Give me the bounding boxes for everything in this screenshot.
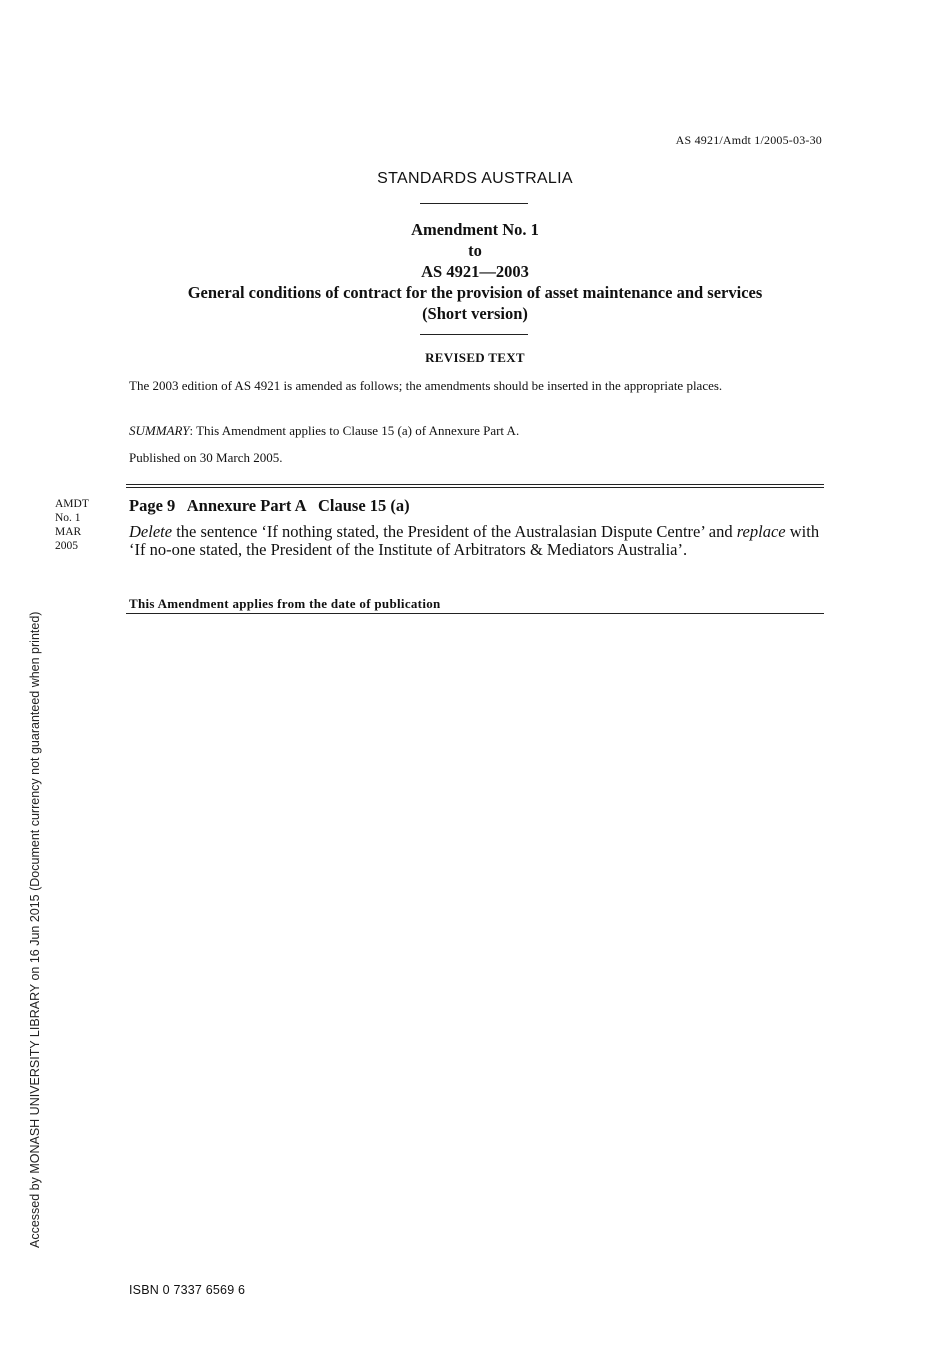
margin-note-line: MAR — [55, 526, 82, 538]
clause-heading: Page 9 Annexure Part A Clause 15 (a) — [129, 496, 410, 515]
margin-note-line: AMDT — [55, 498, 89, 510]
applies-from-note: This Amendment applies from the date of publication — [129, 596, 441, 611]
amendment-number: Amendment No. 1 — [411, 220, 539, 239]
summary-paragraph — [129, 422, 822, 439]
standard-title: General conditions of contract for the provision of asset maintenance and services — [187, 283, 763, 302]
standard-subtitle: (Short version) — [422, 304, 528, 323]
document-reference: AS 4921/Amdt 1/2005-03-30 — [675, 133, 822, 147]
section-double-rule — [126, 484, 824, 488]
amendment-title — [0, 219, 950, 324]
access-watermark: Accessed by MONASH UNIVERSITY LIBRARY on 16 Jun 2015 (Document currency not guaranteed when printed) — [28, 611, 42, 1248]
amendment-intro: The 2003 edition of AS 4921 is amended as follows; the amendments should be inserted in the appropriate places. — [129, 378, 723, 393]
published-date: Published on 30 March 2005. — [129, 450, 283, 465]
organization-name: STANDARDS AUSTRALIA — [377, 170, 573, 187]
summary-text: : This Amendment applies to Clause 15 (a) of Annexure Part A. — [189, 423, 520, 438]
amendment-margin-note — [55, 497, 89, 553]
margin-note-line: 2005 — [55, 540, 78, 552]
margin-note-line: No. 1 — [55, 512, 81, 524]
standard-number: AS 4921—2003 — [421, 262, 529, 281]
isbn-number: ISBN 0 7337 6569 6 — [129, 1283, 246, 1297]
replace-instruction: replace — [736, 522, 786, 541]
revised-text-heading: REVISED TEXT — [425, 350, 525, 365]
deleted-sentence: the sentence ‘If nothing stated, the President of the Australasian Dispute Centre’ and — [172, 522, 737, 541]
title-top-rule — [420, 203, 528, 204]
delete-instruction: Delete — [129, 522, 173, 541]
section-bottom-rule — [126, 613, 824, 614]
clause-amendment-text — [129, 523, 822, 558]
replacement-sentence: with ‘If no-one stated, the President of the Institute of Arbitrators & Mediators Australia’. — [129, 522, 820, 559]
summary-label: SUMMARY — [129, 423, 190, 438]
title-bottom-rule — [420, 334, 528, 335]
title-to: to — [468, 241, 482, 260]
